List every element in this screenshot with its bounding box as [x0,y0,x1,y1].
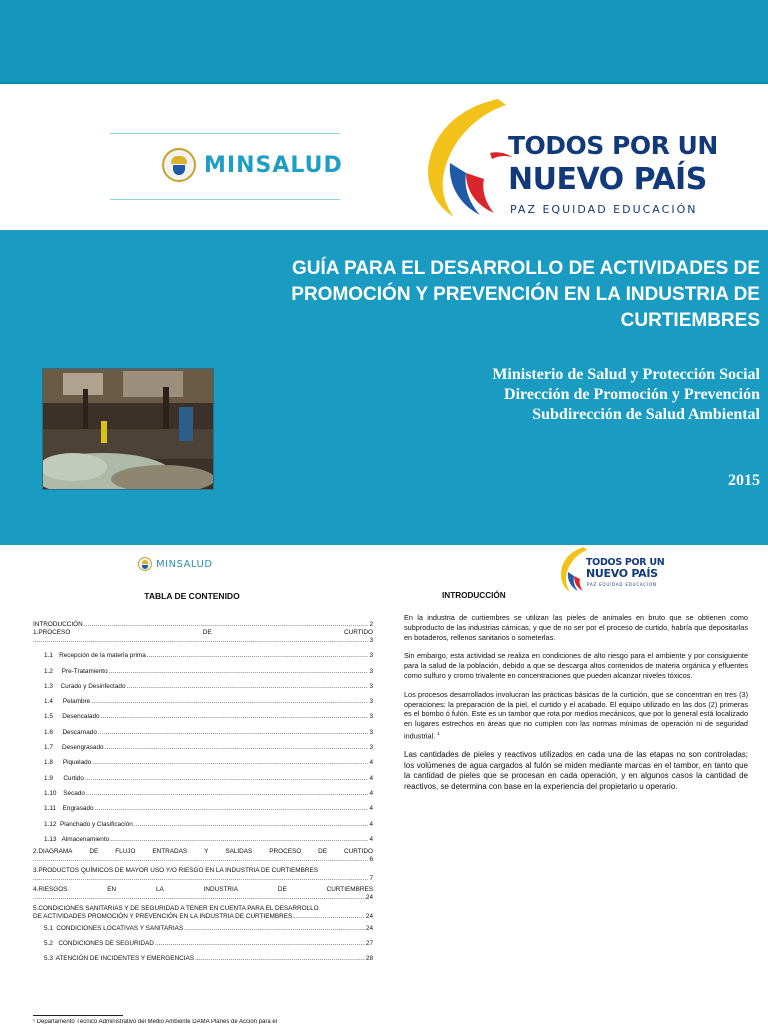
toc-label: 3.PRODUCTOS QUÍMICOS DE MAYOR USO Y/O RIESGO EN LA INDUSTRIA DE CURTIEMBRES [33,866,319,874]
footnote-rule [33,1015,123,1016]
toc-entry[interactable] [33,683,373,691]
toc-page-number: 28 [365,955,373,963]
toc-number: 1.9 [44,774,53,782]
toc-entry[interactable] [33,744,373,752]
toc-number: 1.12 [44,820,57,828]
campaign-line-1: TODOS POR UN [586,557,665,568]
minsalud-logo [138,557,213,571]
toc-page-number: 4 [369,759,373,767]
toc-page-number: 2 [369,621,373,628]
toc-label: ATENCIÓN DE INCIDENTES Y EMERGENCIAS [55,955,195,963]
toc-label: Pelambre [62,698,91,706]
tannery-photo [42,368,214,490]
toc-label: Piquelado [62,759,92,767]
cover-authority-line: Dirección de Promoción y Prevención [504,386,760,403]
paragraph: Sin embargo, esta actividad se realiza en condiciones de alto riesgo para el ambiente y por consiguiente para la salud de la población, debido a que se descarga altos contenidos de materia orgánica y efluentes como sulfuro y cromo trivalente en concentraciones que pueden alcanzar niveles tóxicos. [404,651,748,680]
toc-leader [33,894,366,902]
toc-entry[interactable] [33,905,373,913]
toc-title: TABLA DE CONTENIDO [144,591,240,601]
toc-word: EN [107,885,117,893]
toc-entry[interactable] [33,698,373,706]
toc-label: CONDICIONES LOCATIVAS Y SANITARIAS [56,924,184,932]
toc-entry-continuation [33,856,373,864]
minsalud-logo-text: MINSALUD [156,558,213,570]
toc-word: CURTIDO [344,629,373,636]
toc-label: Secado [63,789,85,797]
toc-page-number: 27 [365,940,373,948]
toc-leader [184,925,365,933]
cover-top-band [0,0,768,84]
cover-authority-line: Subdirección de Salud Ambiental [532,406,760,423]
campaign-line-2: NUEVO PAÍS [508,162,707,197]
toc-entry[interactable] [33,805,373,813]
paragraph-text: Los procesos desarrollados involucran las prácticas básicas de la curtición, que se concentran en tres (3) operaciones: la preparación de la piel, el curtido y el acabado. El equipo utilizado en las dos (2) primeras es el bombo ó fulón. Este es un tambor que rota por medios mecánicos, que por lo general está localizado en lugares estrechos en áreas que no cumplen con las normas mínimas de operación ni de seguridad industrial. [404,689,748,741]
toc-entry[interactable] [33,621,373,629]
toc-label: INTRODUCCIÓN [33,621,83,628]
toc-leader [110,836,368,844]
toc-number: 1.8 [44,759,53,767]
toc-page-number: 3 [369,667,373,675]
toc-leader [105,744,369,752]
toc-number: 5.2 [44,940,53,948]
campaign-slogan: PAZ EQUIDAD EDUCACIÓN [510,203,698,216]
toc-entry-continuation [33,637,373,645]
toc-number: 1.4 [44,698,53,706]
toc-leader [86,790,369,798]
toc-page-number: 3 [369,682,373,690]
toc-word: INDUSTRIA [203,885,239,893]
toc-leader [92,759,368,767]
introduction-body [404,613,748,801]
toc-label: Curtido [63,774,84,782]
paragraph: En la industria de curtiembres se utilizan las pieles de animales en bruto que se obtienen como subproducto de las industrias cárnicas, y que de no ser por el proceso de curtido, habría que depositarlas en botaderos, rellenos sanitarios o someterlas. [404,613,748,642]
toc-word: PROCESO [269,847,302,855]
footnote: ¹ Departamento Técnico Administrativo del Medio Ambiente DAMA Planes de Acción para el [33,1019,278,1024]
toc-page-number: 24 [365,893,373,901]
cover-title-line: CURTIEMBRES [620,310,760,331]
toc-leader [85,775,369,783]
toc-number: 1.7 [44,744,53,752]
toc-page-number: 4 [369,805,373,813]
campaign-line-2: NUEVO PAÍS [586,567,658,580]
introduction-heading: INTRODUCCIÓN [442,591,506,600]
toc-entry[interactable] [33,886,373,894]
cover-title [240,256,760,334]
flag-swoosh-icon [420,93,520,223]
toc-label: DE ACTIVIDADES PROMOCIÓN Y PREVENCIÓN EN LA INDUSTRIA DE CURTIEMBRES [33,912,293,920]
toc-page-number: 4 [369,774,373,782]
toc-word: ENTRADAS [152,847,188,855]
toc-entry[interactable] [33,821,373,829]
toc-number: 1.10 [44,789,57,797]
toc-entry[interactable] [33,652,373,660]
toc-leader [101,713,369,721]
toc-page-number: 4 [369,835,373,843]
toc-leader [127,683,369,691]
toc-number: 1.5 [44,713,53,721]
toc-word: SALIDAS [225,847,253,855]
toc-leader [95,805,369,813]
todos-por-un-nuevo-pais-logo [558,545,688,593]
toc-page-number: 6 [369,855,373,863]
toc-word: DE [89,847,99,855]
cover-year: 2015 [728,472,760,489]
toc-page-number: 4 [369,789,373,797]
toc-entry[interactable] [33,836,373,844]
toc-word: DE [277,885,287,893]
toc-label: Recepción de la materia prima [59,652,146,660]
toc-label: Desencalado [62,713,100,721]
toc-page-number: 24 [365,924,373,932]
toc-word: LA [155,885,164,893]
toc-word: 4.RIESGOS [33,885,68,893]
toc-entry-continuation [33,875,373,883]
toc-leader [147,652,369,660]
toc-number: 5.1 [44,924,53,932]
toc-leader [91,698,368,706]
toc-leader [155,940,365,948]
cover-title-line: GUÍA PARA EL DESARROLLO DE ACTIVIDADES DE [292,258,760,279]
paragraph: Las cantidades de pieles y reactivos utilizados en cada una de las etapas no son controladas; los volúmenes de agua cargados al fulón se miden mediante marcas en el tambor, en tanto que la cantidad de pieles que se procesan en cada operación, y en algunos casos la cantidad de reactivos, se determina con base en la experiencia del propietario u operario. [404,750,748,791]
toc-entry[interactable] [33,790,373,798]
toc-number: 1.11 [44,805,56,813]
toc-label: CONDICIONES DE SEGURIDAD [58,940,154,948]
campaign-line-1: TODOS POR UN [508,131,718,160]
toc-word: Y [204,847,209,855]
toc-leader [98,729,369,737]
toc-label: Engrasado [62,805,94,813]
toc-page-number: 3 [369,652,373,660]
toc-word: DE [202,629,212,636]
toc-page-number: 24 [365,912,373,920]
minsalud-logo-text: MINSALUD [204,152,343,178]
toc-page-number: 3 [369,637,373,644]
coat-of-arms-icon [162,148,196,182]
toc-page-number: 3 [369,744,373,752]
toc-page-number: 3 [369,728,373,736]
toc-entry[interactable] [33,775,373,783]
introduction-page [384,545,768,1024]
toc-entry[interactable] [33,955,373,963]
flag-swoosh-icon [558,545,588,593]
toc-label: Pre-Tratamiento [61,667,108,675]
divider [110,199,340,200]
toc-leader [33,875,369,883]
toc-number: 5.3 [44,955,53,963]
toc-leader [84,621,369,629]
toc-number: 1.2 [44,667,53,675]
toc-page-number: 7 [369,874,373,882]
cover-authority [360,365,760,425]
campaign-slogan: PAZ EQUIDAD EDUCACIÓN [587,582,657,587]
toc-leader [293,913,365,921]
cover-authority-line: Ministerio de Salud y Protección Social [492,366,760,383]
toc-word: CURTIEMBRES [326,885,373,893]
toc-leader [33,637,369,645]
toc-page-number: 3 [369,698,373,706]
toc-word: 2.DIAGRAMA [33,847,73,855]
footnote-marker[interactable]: 1 [437,730,440,736]
toc-label: Desengrasado [61,744,104,752]
toc-label: Planchado y Clasificación [59,820,133,828]
toc-label: Almacenamiento [61,835,110,843]
toc-label: Descarnado [62,728,97,736]
toc-number: 1.13 [44,835,57,843]
toc-entry[interactable] [33,668,373,676]
toc-page [0,545,384,1024]
toc-entry[interactable] [33,729,373,737]
toc-word: FLUJO [115,847,136,855]
toc-leader [195,955,365,963]
toc-number: 1.6 [44,728,53,736]
toc-leader [33,856,369,864]
toc-label: Curado y Desinfectado [60,682,126,690]
todos-por-un-nuevo-pais-logo [420,93,718,223]
toc-page-number: 3 [369,713,373,721]
toc-number: 1.1 [44,652,53,660]
coat-of-arms-icon [138,557,152,571]
toc-leader [109,668,369,676]
toc-entry[interactable] [33,940,373,948]
divider [110,133,340,134]
table-of-contents [33,621,373,963]
toc-entry[interactable] [33,629,373,637]
toc-entry[interactable] [33,759,373,767]
toc-entry-continuation [33,913,373,921]
toc-entry[interactable] [33,713,373,721]
toc-entry-continuation [33,894,373,902]
cover-title-line: PROMOCIÓN Y PREVENCIÓN EN LA INDUSTRIA DE [291,284,760,305]
toc-label: 5.CONDICIONES SANITARIAS Y DE SEGURIDAD A TENER EN CUENTA PARA EL DESARROLLO [33,904,319,912]
toc-entry[interactable] [33,867,373,875]
toc-entry[interactable] [33,848,373,856]
toc-word: 1.PROCESO [33,629,71,636]
toc-entry[interactable] [33,925,373,933]
toc-page-number: 4 [369,820,373,828]
toc-leader [134,821,369,829]
paragraph [404,690,748,741]
toc-word: CURTIDO [344,847,373,855]
toc-number: 1.3 [44,682,53,690]
minsalud-logo [162,148,343,182]
toc-word: DE [318,847,328,855]
